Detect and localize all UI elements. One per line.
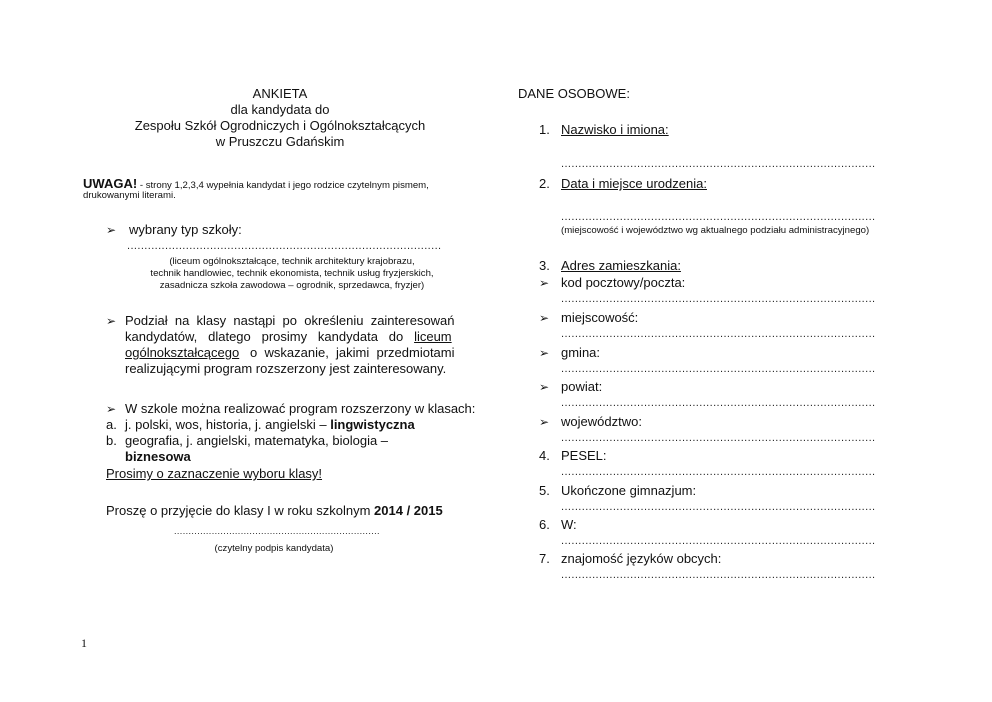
option-a [125, 417, 415, 433]
form-title [120, 86, 440, 150]
location-input[interactable]: ........................................................................................... [561, 535, 876, 547]
languages-input[interactable]: ........................................................................................... [561, 569, 876, 581]
notice-text-2: drukowanymi literami. [83, 190, 176, 201]
pesel-input[interactable]: ........................................................................................... [561, 466, 876, 478]
bullet-arrow-icon: ➢ [539, 276, 550, 290]
item-1-marker: 1. [539, 122, 550, 137]
title-line-3: Zespołu Szkół Ogrodniczych i Ogólnokształcących [134, 118, 426, 133]
school-type-hint-2: technik handlowiec, technik ekonomista, technik usług fryzjerskich, [150, 268, 434, 279]
voivodeship-input[interactable]: ........................................................................................... [561, 432, 876, 444]
option-a-marker: a. [106, 417, 117, 432]
choose-class-note: Prosimy o zaznaczenie wyboru klasy! [106, 466, 323, 481]
bullet-arrow-icon: ➢ [106, 402, 117, 416]
title-line-2: dla kandydata do [230, 102, 330, 117]
languages-label: znajomość języków obcych: [561, 551, 722, 566]
birth-hint: (miejscowość i województwo wg aktualnego podziału administracyjnego) [561, 225, 870, 236]
division-line-2-text: kandydatów, dlatego prosimy kandydata do [125, 329, 415, 344]
bullet-arrow-icon: ➢ [539, 415, 550, 429]
school-type-hint-1: (liceum ogólnokształcące, technik architektury krajobrazu, [169, 256, 415, 267]
bullet-arrow-icon: ➢ [106, 223, 117, 237]
option-b-text: geografia, j. angielski, matematyka, biologia – [125, 433, 389, 448]
school-type-hint-3: zasadnicza szkoła zawodowa – ogrodnik, sprzedawca, fryzjer) [159, 280, 425, 291]
school-year: 2014 / 2015 [374, 503, 443, 518]
item-2-marker: 2. [539, 176, 550, 191]
division-line-3-link: ogólnokształcącego [125, 345, 240, 360]
notice-text-1: - strony 1,2,3,4 wypełnia kandydat i jego rodzice czytelnym pismem, [137, 180, 429, 191]
option-a-class: lingwistyczna [330, 417, 415, 432]
item-7-marker: 7. [539, 551, 550, 566]
page-number: 1 [81, 636, 87, 650]
middle-school-label: Ukończone gimnazjum: [561, 483, 697, 498]
voivodeship-label: województwo: [561, 414, 642, 429]
item-5-marker: 5. [539, 483, 550, 498]
division-line-2-link: liceum [414, 329, 452, 344]
division-line-3 [125, 345, 475, 361]
item-2-label: Data i miejsce urodzenia: [561, 176, 707, 191]
signature-label: (czytelny podpis kandydata) [214, 543, 334, 554]
town-label: miejscowość: [561, 310, 639, 325]
item-3-marker: 3. [539, 258, 550, 273]
personal-data-title: DANE OSOBOWE: [518, 86, 630, 101]
title-line-1: ANKIETA [252, 86, 308, 101]
division-line-3-text: o wskazanie, jakimi przedmiotami [239, 345, 455, 360]
school-type-label: wybrany typ szkoły: [129, 222, 242, 237]
pesel-label: PESEL: [561, 448, 607, 463]
notice-label: UWAGA! [83, 176, 138, 191]
town-input[interactable]: ........................................................................................... [561, 328, 876, 340]
school-type-hint [112, 256, 472, 292]
extended-intro: W szkole można realizować program rozszerzony w klasach: [125, 401, 476, 416]
county-input[interactable]: ........................................................................................... [561, 397, 876, 409]
bullet-arrow-icon: ➢ [539, 346, 550, 360]
name-input[interactable]: ........................................................................................... [561, 158, 876, 170]
location-label: W: [561, 517, 577, 532]
division-line-1: Podział na klasy nastąpi po określeniu zainteresowań [125, 313, 455, 328]
admission-text: Proszę o przyjęcie do klasy I w roku szkolnym [106, 503, 375, 518]
item-4-marker: 4. [539, 448, 550, 463]
signature-line[interactable]: ....................................................................... [174, 526, 380, 536]
title-line-4: w Pruszczu Gdańskim [215, 134, 345, 149]
commune-input[interactable]: ........................................................................................... [561, 363, 876, 375]
school-type-input[interactable]: ........................................................................................... [127, 240, 442, 252]
admission-request [106, 503, 443, 519]
bullet-arrow-icon: ➢ [539, 311, 550, 325]
item-3-label: Adres zamieszkania: [561, 258, 681, 273]
division-line-2 [125, 329, 475, 345]
middle-school-input[interactable]: ........................................................................................... [561, 501, 876, 513]
county-label: powiat: [561, 379, 603, 394]
division-paragraph [125, 313, 475, 377]
item-1-label: Nazwisko i imiona: [561, 122, 669, 137]
birth-input[interactable]: ........................................................................................... [561, 211, 876, 223]
option-b-class: biznesowa [125, 449, 191, 464]
bullet-arrow-icon: ➢ [539, 380, 550, 394]
item-6-marker: 6. [539, 517, 550, 532]
division-line-4: realizującymi program rozszerzony jest zainteresowany. [125, 361, 447, 376]
bullet-arrow-icon: ➢ [106, 314, 117, 328]
option-a-text: j. polski, wos, historia, j. angielski – [125, 417, 331, 432]
postal-code-label: kod pocztowy/poczta: [561, 275, 686, 290]
postal-code-input[interactable]: ........................................................................................... [561, 293, 876, 305]
option-b-marker: b. [106, 433, 117, 448]
commune-label: gmina: [561, 345, 601, 360]
